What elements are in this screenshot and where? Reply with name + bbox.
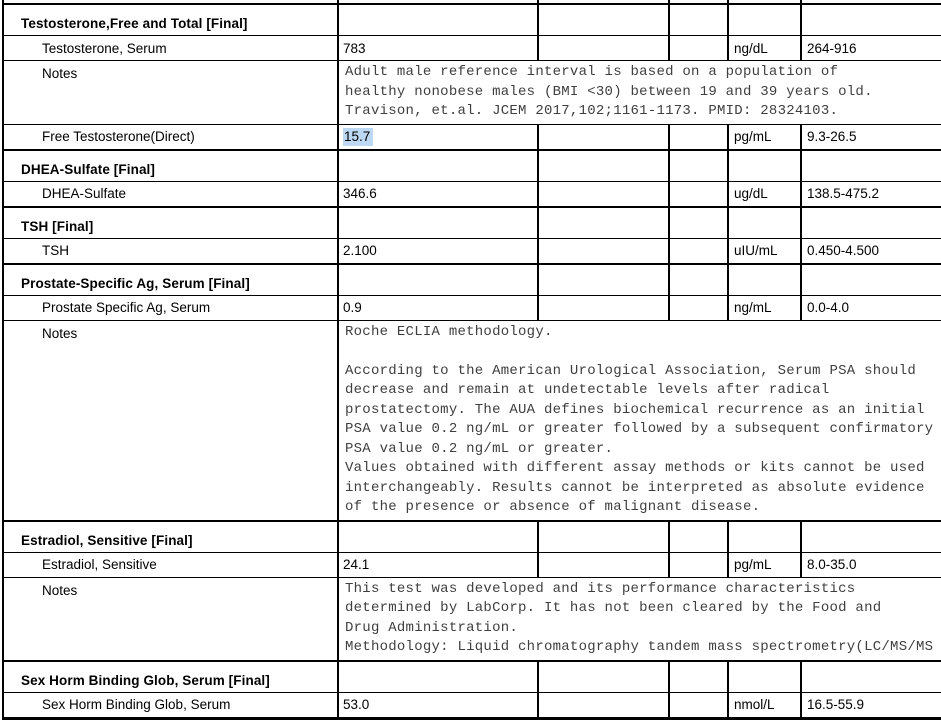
empty-cell — [670, 151, 729, 181]
section-row — [4, 5, 941, 36]
empty-cell — [339, 208, 539, 238]
flag-cell — [539, 239, 670, 263]
notes-label: Notes — [4, 61, 339, 124]
units-value: ug/dL — [729, 182, 802, 206]
empty-cell — [729, 208, 802, 238]
section-row — [4, 265, 941, 296]
reference-range: 16.5-55.9 — [802, 693, 941, 717]
result-row — [4, 239, 941, 265]
lab-results-table — [2, 0, 941, 720]
section-title: DHEA-Sulfate [Final] — [4, 151, 339, 181]
flag-cell — [539, 553, 670, 577]
reference-range: 0.0-4.0 — [802, 296, 941, 320]
empty-cell — [539, 5, 670, 35]
section-title: Estradiol, Sensitive [Final] — [4, 522, 339, 552]
test-name: DHEA-Sulfate — [4, 182, 339, 206]
empty-cell — [802, 5, 941, 35]
note-line: According to the American Urological Association, Serum PSA should — [345, 362, 916, 379]
note-line: This test was developed and its performance characteristics — [345, 580, 856, 597]
top-partial-cell — [802, 0, 941, 3]
result-value-cell — [339, 36, 539, 60]
empty-cell — [802, 151, 941, 181]
result-value[interactable]: 0.9 — [343, 300, 362, 315]
empty-cell — [339, 662, 539, 692]
result-value-cell — [339, 296, 539, 320]
reference-range: 264-916 — [802, 36, 941, 60]
empty-cell — [539, 662, 670, 692]
section-row — [4, 662, 941, 693]
result-value-cell — [339, 693, 539, 717]
empty-cell — [339, 151, 539, 181]
result-value-cell — [339, 553, 539, 577]
empty-cell — [802, 208, 941, 238]
result-row — [4, 125, 941, 151]
result-value-selected[interactable]: 15.7 — [343, 128, 373, 146]
empty-cell — [729, 5, 802, 35]
note-line: prostatectomy. The AUA defines biochemical recurrence as an initial — [345, 401, 925, 418]
test-name: TSH — [4, 239, 339, 263]
spacer-cell — [670, 693, 729, 717]
units-value: pg/mL — [729, 125, 802, 149]
section-title: Sex Horm Binding Glob, Serum [Final] — [4, 662, 339, 692]
empty-cell — [802, 662, 941, 692]
top-partial-cell — [539, 0, 670, 3]
note-line: of the presence or absence of malignant disease. — [345, 499, 761, 515]
flag-cell — [539, 693, 670, 717]
units-value: ng/dL — [729, 36, 802, 60]
empty-cell — [339, 522, 539, 552]
empty-cell — [729, 151, 802, 181]
top-partial-cell — [4, 0, 339, 3]
note-line: PSA value 0.2 ng/mL or greater followed by a subsequent confirmatory — [345, 421, 934, 437]
test-name: Sex Horm Binding Glob, Serum — [4, 693, 339, 717]
note-line: Roche ECLIA methodology. — [345, 323, 553, 340]
section-title: Prostate-Specific Ag, Serum [Final] — [4, 265, 339, 295]
empty-cell — [539, 208, 670, 238]
units-value: uIU/mL — [729, 239, 802, 263]
units-value: pg/mL — [729, 553, 802, 577]
units-value: nmol/L — [729, 693, 802, 717]
notes-row — [4, 578, 941, 662]
result-value[interactable]: 783 — [343, 40, 366, 56]
reference-range: 9.3-26.5 — [802, 125, 941, 149]
reference-range: 8.0-35.0 — [802, 553, 941, 577]
top-partial-cell — [670, 0, 729, 3]
empty-cell — [670, 522, 729, 552]
result-row — [4, 693, 941, 720]
section-row — [4, 208, 941, 239]
section-title: TSH [Final] — [4, 208, 339, 238]
note-line: PSA value 0.2 ng/mL or greater. — [345, 440, 614, 457]
flag-cell — [539, 36, 670, 60]
section-row — [4, 522, 941, 553]
test-name: Prostate Specific Ag, Serum — [4, 296, 339, 320]
empty-cell — [670, 662, 729, 692]
empty-cell — [670, 208, 729, 238]
note-line: Travison, et.al. JCEM 2017,102;1161-1173. PMID: 28324103. — [345, 103, 839, 119]
note-line — [345, 342, 941, 362]
empty-cell — [339, 5, 539, 35]
spacer-cell — [670, 296, 729, 320]
section-row — [4, 151, 941, 182]
notes-label: Notes — [4, 321, 339, 520]
note-line: interchangeably. Results cannot be interpreted as absolute evidence — [345, 479, 925, 496]
empty-cell — [802, 522, 941, 552]
top-partial-cell — [729, 0, 802, 3]
note-line: determined by LabCorp. It has not been cleared by the Food and — [345, 600, 882, 616]
units-value: ng/mL — [729, 296, 802, 320]
spacer-cell — [670, 125, 729, 149]
notes-label: Notes — [4, 578, 339, 660]
spacer-cell — [670, 36, 729, 60]
empty-cell — [539, 265, 670, 295]
reference-range: 0.450-4.500 — [802, 239, 941, 263]
notes-row — [4, 321, 941, 522]
note-line: Adult male reference interval is based on a population of — [345, 64, 839, 80]
result-row — [4, 553, 941, 578]
note-line: Methodology: Liquid chromatography tandem mass spectrometry(LC/MS/MS — [345, 639, 934, 655]
empty-cell — [729, 265, 802, 295]
top-partial-cell — [339, 0, 539, 3]
empty-cell — [339, 265, 539, 295]
result-value[interactable]: 2.100 — [343, 243, 377, 258]
result-value-cell — [339, 182, 539, 206]
empty-cell — [802, 265, 941, 295]
note-line: Values obtained with different assay methods or kits cannot be used — [345, 460, 925, 476]
result-value[interactable]: 24.1 — [343, 557, 370, 572]
notes-text — [339, 321, 941, 520]
note-line: healthy nonobese males (BMI <30) between 19 and 39 years old. — [345, 83, 873, 100]
empty-cell — [539, 522, 670, 552]
result-value[interactable]: 346.6 — [343, 186, 377, 201]
test-name: Testosterone, Serum — [4, 36, 339, 60]
result-value-cell — [339, 125, 539, 149]
empty-cell — [670, 265, 729, 295]
empty-cell — [729, 522, 802, 552]
empty-cell — [539, 151, 670, 181]
note-line: Drug Administration. — [345, 619, 519, 636]
result-row — [4, 296, 941, 321]
notes-text — [339, 61, 941, 124]
empty-cell — [729, 662, 802, 692]
reference-range: 138.5-475.2 — [802, 182, 941, 206]
spacer-cell — [670, 182, 729, 206]
section-title: Testosterone,Free and Total [Final] — [4, 5, 339, 35]
note-line: decrease and remain at undetectable levels after radical — [345, 382, 830, 398]
result-value-cell — [339, 239, 539, 263]
result-value[interactable]: 53.0 — [343, 697, 370, 712]
test-name: Estradiol, Sensitive — [4, 553, 339, 577]
test-name: Free Testosterone(Direct) — [4, 125, 339, 149]
spacer-cell — [670, 239, 729, 263]
flag-cell — [539, 182, 670, 206]
flag-cell — [539, 296, 670, 320]
result-row — [4, 36, 941, 61]
flag-cell — [539, 125, 670, 149]
notes-row — [4, 61, 941, 125]
spacer-cell — [670, 553, 729, 577]
empty-cell — [670, 5, 729, 35]
notes-text — [339, 578, 941, 660]
result-row — [4, 182, 941, 208]
